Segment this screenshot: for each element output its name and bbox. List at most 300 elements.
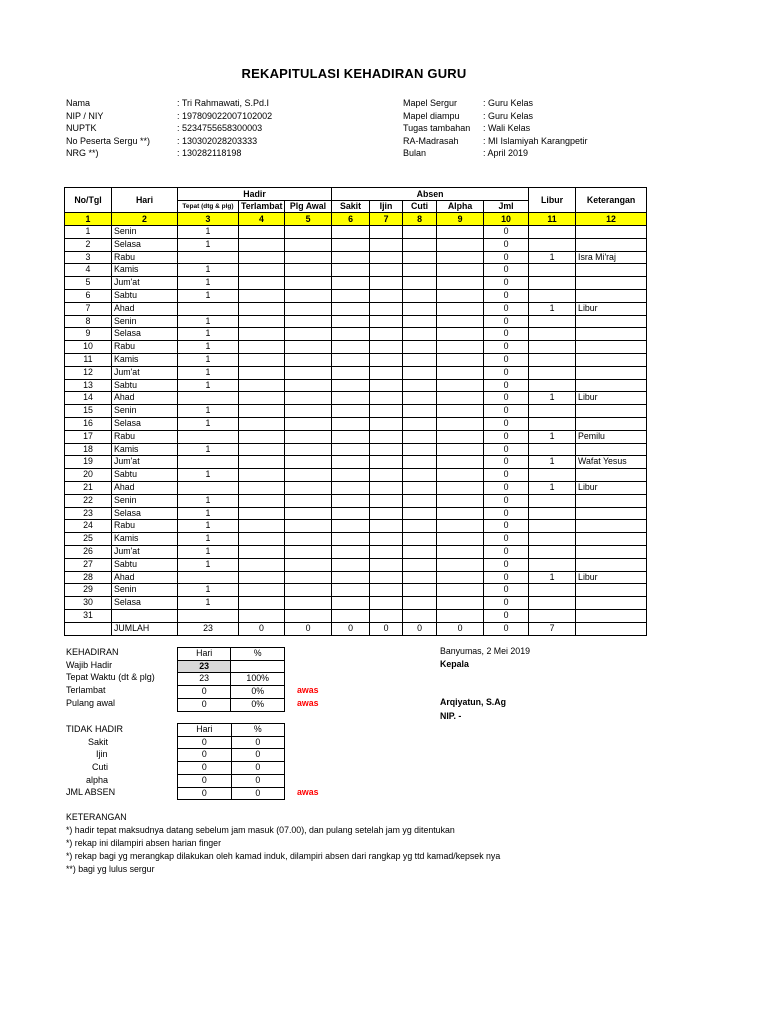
table-cell	[332, 302, 370, 315]
table-cell	[403, 341, 437, 354]
table-cell	[332, 520, 370, 533]
table-cell	[437, 238, 484, 251]
table-cell	[332, 289, 370, 302]
info-label: No Peserta Sergu **)	[66, 135, 151, 146]
table-cell	[437, 226, 484, 239]
table-cell	[332, 571, 370, 584]
table-cell	[403, 417, 437, 430]
table-cell: Sabtu	[112, 379, 178, 392]
table-cell	[370, 469, 403, 482]
table-cell	[403, 392, 437, 405]
table-cell	[370, 315, 403, 328]
table-cell	[403, 430, 437, 443]
summary-label: Cuti	[92, 762, 109, 773]
table-cell	[178, 609, 239, 622]
table-cell	[239, 417, 285, 430]
table-row	[65, 302, 647, 315]
table-cell	[332, 417, 370, 430]
table-cell	[403, 328, 437, 341]
table-cell: 1	[178, 443, 239, 456]
table-cell: 25	[65, 533, 112, 546]
table-cell: 0	[484, 545, 529, 558]
table-cell	[403, 520, 437, 533]
table-cell	[403, 584, 437, 597]
table-cell: 0	[484, 328, 529, 341]
table-cell	[370, 238, 403, 251]
wajib-hadir-pct	[231, 660, 285, 673]
table-row	[65, 545, 647, 558]
table-cell	[437, 366, 484, 379]
table-cell	[403, 571, 437, 584]
column-number: 11	[529, 213, 576, 226]
table-cell: 1	[178, 226, 239, 239]
tidak-hadir-table	[177, 723, 285, 800]
table-cell: 23	[65, 507, 112, 520]
table-cell: 7	[65, 302, 112, 315]
table-cell	[239, 277, 285, 290]
table-cell	[403, 315, 437, 328]
table-cell: 1	[178, 558, 239, 571]
column-number: 1	[65, 213, 112, 226]
table-cell: 1	[178, 405, 239, 418]
table-cell: 20	[65, 469, 112, 482]
table-cell: Senin	[112, 315, 178, 328]
summary-label: Sakit	[88, 736, 109, 747]
table-cell	[332, 507, 370, 520]
pulang-awal-hari: 0	[178, 698, 231, 711]
table-cell	[239, 481, 285, 494]
table-cell	[239, 430, 285, 443]
info-value: : 197809022007102002	[177, 110, 273, 121]
table-cell	[239, 494, 285, 507]
table-cell: 0	[484, 443, 529, 456]
table-cell: 28	[65, 571, 112, 584]
table-cell	[239, 533, 285, 546]
table-cell	[576, 277, 647, 290]
table-cell	[529, 443, 576, 456]
table-cell	[285, 302, 332, 315]
table-cell	[239, 507, 285, 520]
table-cell: 1	[178, 341, 239, 354]
table-cell: Ahad	[112, 302, 178, 315]
table-cell: Senin	[112, 405, 178, 418]
total-cell: 0	[332, 622, 370, 635]
table-cell	[576, 328, 647, 341]
column-number: 5	[285, 213, 332, 226]
column-number-row	[65, 213, 647, 226]
table-cell	[437, 277, 484, 290]
table-cell: Sabtu	[112, 558, 178, 571]
table-cell: Selasa	[112, 328, 178, 341]
table-cell	[370, 251, 403, 264]
table-cell: Rabu	[112, 430, 178, 443]
table-cell	[285, 366, 332, 379]
info-value: : 130302028203333	[177, 135, 258, 146]
table-cell	[239, 353, 285, 366]
table-cell: Sabtu	[112, 289, 178, 302]
table-cell: 1	[178, 379, 239, 392]
table-cell	[529, 507, 576, 520]
summary-label: Wajib Hadir	[66, 659, 113, 670]
table-cell: 13	[65, 379, 112, 392]
header-terlambat: Terlambat	[239, 201, 285, 213]
table-cell	[285, 264, 332, 277]
table-cell	[437, 507, 484, 520]
awas-warning: awas	[297, 685, 319, 695]
summary-label: JML ABSEN	[66, 787, 116, 798]
table-row	[65, 264, 647, 277]
table-cell	[576, 545, 647, 558]
table-cell	[370, 520, 403, 533]
table-row	[65, 379, 647, 392]
note-line: *) hadir tepat maksudnya datang sebelum jam masuk (07.00), dan pulang setelah jam yg ditentukan	[66, 825, 455, 835]
table-cell	[437, 558, 484, 571]
table-cell	[437, 289, 484, 302]
header-alpha: Alpha	[437, 201, 484, 213]
table-cell	[370, 456, 403, 469]
total-cell: 0	[484, 622, 529, 635]
signature-nip: NIP. -	[440, 711, 462, 721]
table-row	[65, 238, 647, 251]
teacher-info	[66, 97, 272, 160]
info-label: RA-Madrasah	[403, 135, 459, 146]
table-cell	[285, 507, 332, 520]
table-cell	[437, 545, 484, 558]
table-row	[65, 520, 647, 533]
table-cell	[529, 597, 576, 610]
table-cell	[285, 597, 332, 610]
table-row	[65, 353, 647, 366]
table-cell	[576, 341, 647, 354]
table-cell: Libur	[576, 302, 647, 315]
table-cell	[370, 609, 403, 622]
table-cell: 0	[484, 353, 529, 366]
table-cell: Jum'at	[112, 277, 178, 290]
cuti-pct: 0	[231, 762, 284, 775]
tidak-hadir-section	[66, 723, 123, 799]
table-cell	[370, 597, 403, 610]
table-cell	[332, 469, 370, 482]
table-cell	[437, 443, 484, 456]
kehadiran-table	[177, 647, 285, 712]
table-cell	[437, 597, 484, 610]
table-cell	[529, 238, 576, 251]
table-cell: 14	[65, 392, 112, 405]
table-cell	[332, 238, 370, 251]
table-cell	[285, 226, 332, 239]
table-cell: Selasa	[112, 597, 178, 610]
info-value: : 130282118198	[177, 148, 242, 159]
info-row-mapel-sergur	[403, 97, 588, 110]
table-cell	[370, 366, 403, 379]
table-cell	[576, 558, 647, 571]
table-cell	[529, 264, 576, 277]
table-row	[65, 571, 647, 584]
kehadiran-section	[66, 646, 155, 709]
info-value: : Guru Kelas	[483, 98, 534, 108]
table-cell	[403, 405, 437, 418]
table-cell	[576, 494, 647, 507]
ijin-pct: 0	[231, 749, 284, 762]
table-cell	[370, 226, 403, 239]
table-cell	[437, 328, 484, 341]
table-cell	[285, 571, 332, 584]
table-cell: Wafat Yesus	[576, 456, 647, 469]
table-cell	[437, 392, 484, 405]
table-cell	[370, 494, 403, 507]
sakit-hari: 0	[178, 736, 232, 749]
table-cell	[370, 443, 403, 456]
table-cell	[239, 392, 285, 405]
table-cell: 1	[529, 302, 576, 315]
table-cell: 6	[65, 289, 112, 302]
table-cell	[576, 520, 647, 533]
table-cell	[370, 545, 403, 558]
attendance-rows	[65, 213, 647, 636]
summary-label: Tepat Waktu (dt & plg)	[66, 672, 155, 683]
table-cell	[403, 251, 437, 264]
table-cell: 0	[484, 392, 529, 405]
table-cell	[285, 481, 332, 494]
table-cell	[239, 341, 285, 354]
table-cell	[285, 545, 332, 558]
table-cell: 0	[484, 481, 529, 494]
table-cell: Ahad	[112, 481, 178, 494]
table-cell	[576, 597, 647, 610]
table-cell	[370, 277, 403, 290]
ijin-hari: 0	[178, 749, 232, 762]
table-cell: 1	[529, 481, 576, 494]
total-cell: 7	[529, 622, 576, 635]
table-cell	[239, 315, 285, 328]
table-cell: 0	[484, 302, 529, 315]
table-row	[65, 430, 647, 443]
table-cell	[332, 533, 370, 546]
table-cell: 18	[65, 443, 112, 456]
kehadiran-heading: KEHADIRAN	[66, 647, 119, 657]
table-row	[65, 315, 647, 328]
table-cell	[403, 481, 437, 494]
table-cell: Libur	[576, 392, 647, 405]
summary-label: Pulang awal	[66, 697, 116, 708]
table-row	[65, 443, 647, 456]
table-cell	[239, 251, 285, 264]
table-cell	[576, 443, 647, 456]
table-cell: 0	[484, 238, 529, 251]
table-cell	[285, 379, 332, 392]
table-cell: 0	[484, 456, 529, 469]
table-cell	[370, 302, 403, 315]
table-cell	[529, 609, 576, 622]
table-cell: 1	[178, 315, 239, 328]
table-cell	[370, 341, 403, 354]
info-label: Mapel diampu	[403, 110, 460, 121]
table-cell: Pemilu	[576, 430, 647, 443]
table-cell: Senin	[112, 226, 178, 239]
awas-warning: awas	[297, 698, 319, 708]
table-cell	[529, 494, 576, 507]
table-cell	[529, 315, 576, 328]
table-cell	[285, 520, 332, 533]
table-cell	[332, 443, 370, 456]
table-cell	[403, 353, 437, 366]
table-cell: 11	[65, 353, 112, 366]
header-plg-awal: Plg Awal	[285, 201, 332, 213]
table-cell	[576, 353, 647, 366]
table-cell	[285, 341, 332, 354]
table-row	[65, 417, 647, 430]
table-cell	[576, 417, 647, 430]
table-cell	[332, 277, 370, 290]
table-cell	[437, 417, 484, 430]
table-cell	[239, 405, 285, 418]
table-cell	[370, 405, 403, 418]
assignment-info	[403, 97, 588, 160]
table-cell: Selasa	[112, 507, 178, 520]
table-cell	[437, 571, 484, 584]
column-number: 7	[370, 213, 403, 226]
table-cell: Jum'at	[112, 366, 178, 379]
pulang-awal-pct: 0%	[231, 698, 285, 711]
table-cell	[332, 353, 370, 366]
keterangan-heading: KETERANGAN	[66, 812, 127, 822]
table-cell	[332, 597, 370, 610]
wajib-hadir-hari: 23	[178, 660, 231, 673]
table-cell	[403, 533, 437, 546]
table-cell	[403, 545, 437, 558]
table-cell	[437, 379, 484, 392]
table-cell: 31	[65, 609, 112, 622]
table-cell: 0	[484, 558, 529, 571]
table-cell	[529, 341, 576, 354]
table-cell	[332, 315, 370, 328]
info-row-mapel-diampu	[403, 110, 588, 123]
header-no-tgl: No/Tgl	[65, 188, 112, 213]
table-cell: 29	[65, 584, 112, 597]
table-cell	[285, 405, 332, 418]
table-cell	[285, 328, 332, 341]
table-cell	[403, 507, 437, 520]
table-cell: 1	[178, 597, 239, 610]
table-cell	[370, 328, 403, 341]
signature-name: Arqiyatun, S.Ag	[440, 697, 506, 707]
table-cell	[403, 226, 437, 239]
table-cell: 0	[484, 417, 529, 430]
table-cell: 21	[65, 481, 112, 494]
info-label: NUPTK	[66, 123, 97, 134]
total-cell: 0	[285, 622, 332, 635]
table-cell	[370, 558, 403, 571]
info-row-sergu	[66, 135, 272, 148]
table-cell	[576, 405, 647, 418]
table-cell	[529, 417, 576, 430]
column-number: 2	[112, 213, 178, 226]
table-cell: 5	[65, 277, 112, 290]
table-cell	[529, 379, 576, 392]
table-row	[65, 341, 647, 354]
table-cell: 1	[178, 469, 239, 482]
table-cell	[529, 289, 576, 302]
table-cell	[529, 405, 576, 418]
table-cell	[285, 609, 332, 622]
table-cell: 0	[484, 430, 529, 443]
table-cell	[576, 507, 647, 520]
table-cell: 1	[178, 545, 239, 558]
table-cell: Rabu	[112, 251, 178, 264]
total-cell: 0	[370, 622, 403, 635]
table-cell: Rabu	[112, 520, 178, 533]
table-cell: Kamis	[112, 533, 178, 546]
table-cell	[576, 238, 647, 251]
table-cell: 0	[484, 469, 529, 482]
table-cell: Senin	[112, 584, 178, 597]
table-cell	[576, 469, 647, 482]
table-row	[65, 251, 647, 264]
table-cell: Libur	[576, 571, 647, 584]
alpha-hari: 0	[178, 774, 232, 787]
table-cell	[370, 533, 403, 546]
info-label: NIP / NIY	[66, 110, 104, 121]
info-row-tugas	[403, 122, 588, 135]
table-cell	[403, 264, 437, 277]
table-cell	[529, 277, 576, 290]
table-cell	[576, 366, 647, 379]
table-cell: Libur	[576, 481, 647, 494]
keterangan-notes	[66, 811, 500, 876]
info-value: : Tri Rahmawati, S.Pd.I	[177, 98, 270, 108]
table-cell: 0	[484, 609, 529, 622]
table-cell	[178, 430, 239, 443]
column-number: 8	[403, 213, 437, 226]
table-cell	[370, 430, 403, 443]
table-cell	[370, 571, 403, 584]
table-cell	[370, 392, 403, 405]
table-cell	[370, 353, 403, 366]
info-row-madrasah	[403, 135, 588, 148]
table-cell	[332, 430, 370, 443]
table-cell	[403, 443, 437, 456]
table-cell	[576, 533, 647, 546]
table-cell	[437, 533, 484, 546]
table-row	[65, 597, 647, 610]
tidak-hadir-heading: TIDAK HADIR	[66, 724, 124, 734]
table-cell	[437, 481, 484, 494]
table-cell	[285, 443, 332, 456]
awas-warning: awas	[297, 787, 319, 797]
table-cell: 1	[178, 366, 239, 379]
info-row-nama	[66, 97, 272, 110]
table-cell: 1	[178, 264, 239, 277]
table-cell	[239, 443, 285, 456]
table-cell	[178, 251, 239, 264]
table-cell	[403, 238, 437, 251]
table-cell: 0	[484, 533, 529, 546]
table-cell	[332, 481, 370, 494]
table-cell	[529, 353, 576, 366]
header-sakit: Sakit	[332, 201, 370, 213]
table-cell: 3	[65, 251, 112, 264]
table-cell	[332, 264, 370, 277]
total-cell	[65, 622, 112, 635]
table-cell: 0	[484, 494, 529, 507]
table-cell: 16	[65, 417, 112, 430]
table-cell	[239, 571, 285, 584]
table-cell: 0	[484, 597, 529, 610]
total-cell	[576, 622, 647, 635]
table-cell: 0	[484, 520, 529, 533]
table-row	[65, 405, 647, 418]
table-cell: Sabtu	[112, 469, 178, 482]
